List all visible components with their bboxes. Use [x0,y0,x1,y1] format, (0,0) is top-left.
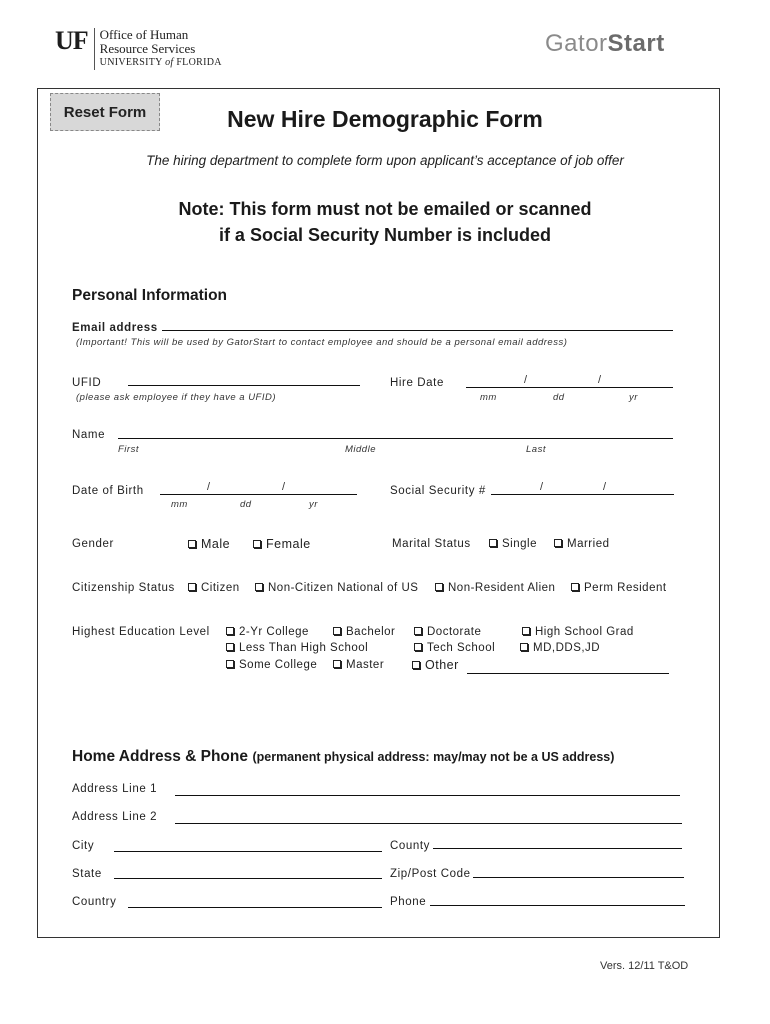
uf-hr-logo [55,28,222,70]
hire-mm-hint: mm [480,392,497,403]
hire-date-label: Hire Date [390,377,444,389]
office-line1: Office of Human [99,27,189,42]
address-line2-input[interactable] [175,823,682,824]
gender-female-option[interactable]: Female [253,537,311,551]
checkbox-icon[interactable] [333,660,341,668]
checkbox-icon[interactable] [571,583,579,591]
education-master-option[interactable]: Master [333,659,384,671]
office-name [100,28,222,70]
name-label: Name [72,429,106,441]
address-line2-label: Address Line 2 [72,811,158,823]
checkbox-icon[interactable] [253,540,261,548]
hire-date-slash: / [598,374,602,386]
email-label: Email address [72,322,158,334]
education-doctorate-option[interactable]: Doctorate [414,626,481,638]
checkbox-icon[interactable] [520,643,528,651]
checkbox-icon[interactable] [554,539,562,547]
state-label: State [72,868,102,880]
marital-label: Marital Status [392,538,471,550]
uf-mark: UF [55,26,88,55]
checkbox-icon[interactable] [226,643,234,651]
dob-label: Date of Birth [72,485,144,497]
country-input[interactable] [128,907,382,908]
education-md-option[interactable]: MD,DDS,JD [520,642,600,654]
personal-info-heading: Personal Information [72,287,228,304]
checkbox-icon[interactable] [188,540,196,548]
ssn-slash: / [540,481,544,493]
citizenship-nonresident-option[interactable]: Non-Resident Alien [435,582,555,594]
citizenship-citizen-option[interactable]: Citizen [188,582,240,594]
dob-slash: / [207,481,211,493]
city-input[interactable] [114,851,382,852]
checkbox-icon[interactable] [412,661,420,669]
checkbox-icon[interactable] [226,660,234,668]
ssn-label: Social Security # [390,485,486,497]
phone-label: Phone [390,896,427,908]
dob-slash: / [282,481,286,493]
citizenship-permresident-option[interactable]: Perm Resident [571,582,667,594]
reset-form-button[interactable]: Reset Form [50,93,160,131]
country-label: Country [72,896,117,908]
education-2yr-option[interactable]: 2-Yr College [226,626,309,638]
county-label: County [390,840,431,852]
dob-dd-hint: dd [240,499,252,510]
email-hint: (Important! This will be used by GatorStart to contact employee and should be a personal email address) [76,337,568,348]
education-other-input[interactable] [467,673,669,674]
zip-input[interactable] [473,877,684,878]
checkbox-icon[interactable] [414,643,422,651]
dob-mm-hint: mm [171,499,188,510]
hire-date-input[interactable] [466,387,673,388]
university-name: UNIVERSITY of FLORIDA [99,57,222,68]
hire-date-slash: / [524,374,528,386]
education-hsgrad-option[interactable]: High School Grad [522,626,634,638]
education-lessthanhs-option[interactable]: Less Than High School [226,642,368,654]
state-input[interactable] [114,878,382,879]
email-input[interactable] [162,330,673,331]
city-label: City [72,840,95,852]
dob-input[interactable] [160,494,357,495]
checkbox-icon[interactable] [435,583,443,591]
dob-yr-hint: yr [309,499,318,510]
name-last-hint: Last [526,444,546,455]
education-somecollege-option[interactable]: Some College [226,659,317,671]
address-line1-input[interactable] [175,795,680,796]
ssn-slash: / [603,481,607,493]
education-label: Highest Education Level [72,626,210,638]
logo-divider [94,28,95,70]
gender-label: Gender [72,538,114,550]
citizenship-noncitizen-option[interactable]: Non-Citizen National of US [255,582,418,594]
name-middle-hint: Middle [345,444,376,455]
county-input[interactable] [433,848,682,849]
office-line2: Resource Services [99,41,196,56]
version-label: Vers. 12/11 T&OD [600,960,689,972]
checkbox-icon[interactable] [414,627,422,635]
address-line1-label: Address Line 1 [72,783,158,795]
form-subtitle: The hiring department to complete form upon applicant’s acceptance of job offer [146,153,624,168]
checkbox-icon[interactable] [489,539,497,547]
checkbox-icon[interactable] [226,627,234,635]
checkbox-icon[interactable] [188,583,196,591]
education-bachelor-option[interactable]: Bachelor [333,626,395,638]
hire-dd-hint: dd [553,392,565,403]
name-first-hint: First [118,444,139,455]
gender-male-option[interactable]: Male [188,537,230,551]
checkbox-icon[interactable] [255,583,263,591]
ssn-note: Note: This form must not be emailed or scanned if a Social Security Number is included [178,199,592,245]
citizenship-label: Citizenship Status [72,582,175,594]
ufid-hint: (please ask employee if they have a UFID) [76,392,277,403]
gatorstart-logo: GatorStart [545,30,665,57]
name-input[interactable] [118,438,673,439]
ufid-input[interactable] [128,385,360,386]
ssn-input[interactable] [491,494,674,495]
marital-single-option[interactable]: Single [489,538,537,550]
form-title: New Hire Demographic Form [227,106,543,132]
hire-yr-hint: yr [629,392,638,403]
phone-input[interactable] [430,905,685,906]
marital-married-option[interactable]: Married [554,538,609,550]
checkbox-icon[interactable] [522,627,530,635]
education-tech-option[interactable]: Tech School [414,642,495,654]
education-other-option[interactable]: Other [412,658,459,672]
zip-label: Zip/Post Code [390,868,471,880]
checkbox-icon[interactable] [333,627,341,635]
ufid-label: UFID [72,377,102,389]
address-heading: Home Address & Phone (permanent physical address: may/may not be a US address) [72,748,615,765]
